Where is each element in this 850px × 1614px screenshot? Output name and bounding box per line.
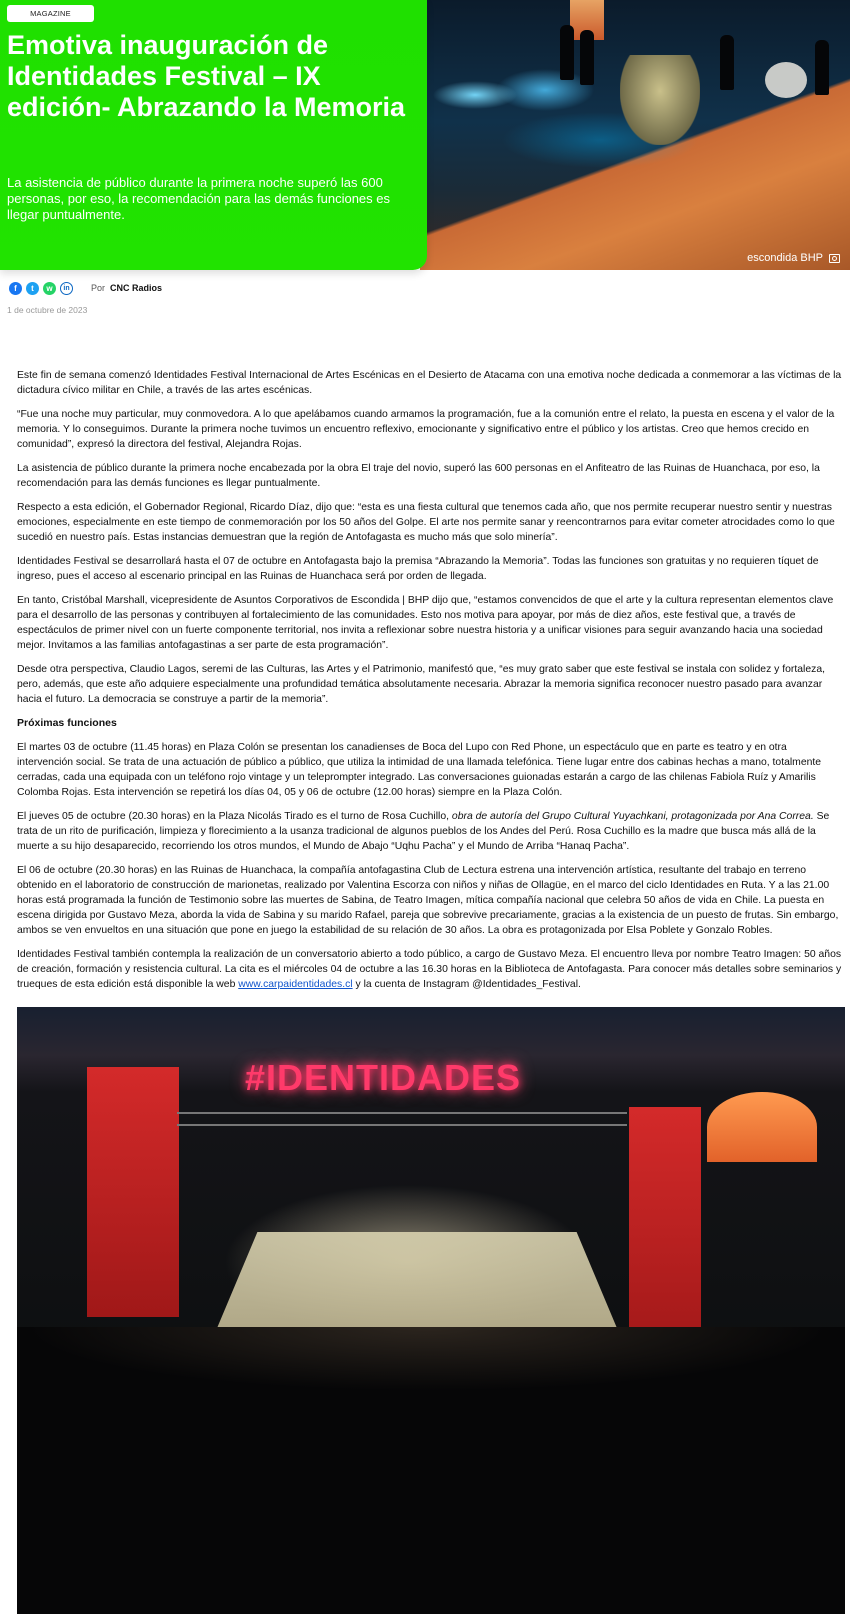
paragraph-text: El jueves 05 de octubre (20.30 horas) en la Plaza Nicolás Tirado es el turno de Rosa Cuchillo, <box>17 811 452 822</box>
photo-credit-text: escondida BHP <box>747 252 823 264</box>
paragraph: Identidades Festival se desarrollará hasta el 07 de octubre en Antofagasta bajo la premisa “Abrazando la Memoria”. Todas las funciones son gratuitas y no requieren tíquet de ingreso, pues el acceso al escenario principal en las Ruinas de Huanchaca será por orden de llegada. <box>17 556 819 582</box>
hero-panel <box>0 0 427 270</box>
hero-photo <box>420 0 850 270</box>
paragraph: El 06 de octubre (20.30 horas) en las Ruinas de Huanchaca, la compañía antofagastina Club de Lectura estrena una intervención artística, resultante del trabajo en terreno obtenido en el laboratorio de construcción de marionetas, realizado por Valentina Escorza con niños y niñas de Ollagüe, en el marco del ciclo Identidades en Ruta. Y a las 21.00 horas está programada la función de Testimonio sobre las muertes de Sabina, de Teatro Imagen, mítica compañía nacional que celebra 50 años de vida en Chile. La puesta en escena dirigida por Gustavo Meza, aborda la vida de Sabina y su marido Rafael, pareja que sobrevive precariamente, gracias a la existencia de un puesto de frutas. Sin embargo, ambos se ven envueltos en una situación que pone en juego la estabilidad de su relación de 30 años. La obra es protagonizada por Elsa Poblete y Gonzalo Robles. <box>17 865 839 936</box>
article-title: Emotiva inauguración de Identidades Festival – IX edición- Abrazando la Memoria <box>7 30 406 122</box>
twitter-icon[interactable]: t <box>26 282 39 295</box>
paragraph: Este fin de semana comenzó Identidades Festival Internacional de Artes Escénicas en el Desierto de Atacama con una emotiva noche dedicada a conmemorar a las víctimas de la dictadura cívico militar en Chile, a través de las artes escénicas. <box>17 370 842 396</box>
hero <box>0 0 850 270</box>
share-row <box>9 281 162 295</box>
whatsapp-icon[interactable]: w <box>43 282 56 295</box>
by-label: Por <box>91 283 106 293</box>
publish-date: 1 de octubre de 2023 <box>7 305 88 315</box>
costumed-performer-shape <box>620 55 700 145</box>
paragraph-emphasis: obra de autoría del Grupo Cultural Yuyachkani, protagonizada por Ana Correa. <box>451 811 814 822</box>
performer-silhouette <box>560 25 574 80</box>
paragraph: El martes 03 de octubre (11.45 horas) en Plaza Colón se presentan los canadienses de Boca del Lupo con Red Phone, un espectáculo que en parte es teatro y en otra intervención social. Se trata de una actuación de público a público, que utiliza la intimidad de una llamada telefónica. Tiene lugar entre dos cabinas hechas a mano, totalmente cerradas, cada una equipada con un teléfono rojo vintage y un teleprompter integrado. Las conversaciones guionadas estarán a cargo de las chilenas Fabiola Ruíz y Amarilis Colomba Rojas. Esta intervención se repetirá los días 04, 05 y 06 de octubre (12.00 horas) siempre en la Plaza Colón. <box>17 742 822 798</box>
paragraph <box>17 809 845 854</box>
section-heading: Próximas funciones <box>17 717 117 729</box>
festival-banner <box>629 1107 701 1357</box>
facebook-icon[interactable]: f <box>9 282 22 295</box>
photo-credit <box>747 252 840 264</box>
paragraph <box>17 947 845 992</box>
paragraph: En tanto, Cristóbal Marshall, vicepresidente de Asuntos Corporativos de Escondida | BHP dijo que, “estamos convencidos de que el arte y la cultura representan elementos clave para el desarrollo de las personas y contribuyen al fortalecimiento de las comunidades. Esto nos motiva para apoyar, por más de diez años, este festival que, a través de espectáculos de primer nivel con un fuerte componente territorial, nos invita a reflexionar sobre nuestra historia y a unificar visiones para seguir avanzando hacia una sociedad mejor. Invitamos a las familias antofagastinas a ser parte de esta programación”. <box>17 595 834 651</box>
paragraph-text: Se trata de un rito de purificación, limpieza y florecimiento a la usanza tradicional de algunos pueblos de los Andes del Perú. Rosa Cuchillo es la madre que busca más allá de la muerte a su hijo desaparecido, recorriendo los otros mundos, el Mundo de Abajo “Uqhu Pacha” y el Mundo de Arriba “Hanaq Pacha”. <box>17 811 830 852</box>
festival-stage-photo <box>17 1007 845 1614</box>
performer-silhouette <box>815 40 829 95</box>
paragraph: La asistencia de público durante la primera noche encabezada por la obra El traje del novio, superó las 600 personas en el Anfiteatro de las Ruinas de Huanchaca, por eso, la recomendación para las demás funciones es llegar puntualmente. <box>17 463 820 489</box>
linkedin-icon[interactable]: in <box>60 282 73 295</box>
lighting-truss <box>177 1112 627 1126</box>
category-badge[interactable]: MAGAZINE <box>7 5 94 22</box>
article-body <box>17 368 845 1001</box>
website-link[interactable]: www.carpaidentidades.cl <box>238 979 353 990</box>
performer-silhouette <box>580 30 594 85</box>
camera-icon <box>829 254 840 263</box>
paragraph-text: y la cuenta de Instagram @Identidades_Festival. <box>352 979 581 990</box>
audience-crowd <box>17 1327 845 1614</box>
identidades-neon-sign: #IDENTIDADES <box>245 1057 522 1098</box>
article-subtitle: La asistencia de público durante la primera noche superó las 600 personas, por eso, la recomendación para las demás funciones es llegar puntualmente. <box>7 175 390 222</box>
paragraph: Respecto a esta edición, el Gobernador Regional, Ricardo Díaz, dijo que: “esta es una fiesta cultural que tenemos cada año, que nos permite recuperar nuestro sentir y nuestras emociones, especialmente en este tiempo de conmemoración por los 50 años del Golpe. El arte nos permite sanar y reencontrarnos para evitar cometer atrocidades como lo que sucedió en nuestro país. Estas instancias demuestran que la región de Antofagasta es mucho más que solo minería”. <box>17 502 835 543</box>
paragraph: Desde otra perspectiva, Claudio Lagos, seremi de las Culturas, las Artes y el Patrimonio, manifestó que, “es muy grato saber que este festival se instala con solidez y fortaleza, pero, además, que este año adquiere especialmente una profundidad temática absolutamente necesaria. Abrazar la memoria significa reconocer nuestro pasado para avanzar hacia el futuro. La democracia se construye a partir de la memoria”. <box>17 664 825 705</box>
memoria-banner <box>87 1067 179 1317</box>
performer-silhouette <box>720 35 734 90</box>
author-name[interactable]: CNC Radios <box>110 283 163 293</box>
orange-tent-shape <box>707 1092 817 1162</box>
drum-shape <box>765 62 807 98</box>
paragraph: “Fue una noche muy particular, muy conmovedora. A lo que apelábamos cuando armamos la programación, fue a la comunión entre el relato, la puesta en escena y el valor de la memoria. Y lo conseguimos. Durante la primera noche tuvimos un encuentro reflexivo, emocionante y significativo entre el público y los artistas. Creo que hemos crecido en comunidad”, expresó la directora del festival, Alejandra Rojas. <box>17 409 835 450</box>
paragraph-text: Identidades Festival también contempla la realización de un conversatorio abierto a todo público, a cargo de Gustavo Meza. El encuentro lleva por nombre Teatro Imagen: 50 años de creación, formación y resistencia cultural. La cita es el miércoles 04 de octubre a las 16.30 horas en la Biblioteca de Antofagasta. Para conocer más detalles sobre seminarios y trueques de esta edición está disponible la web <box>17 949 842 990</box>
